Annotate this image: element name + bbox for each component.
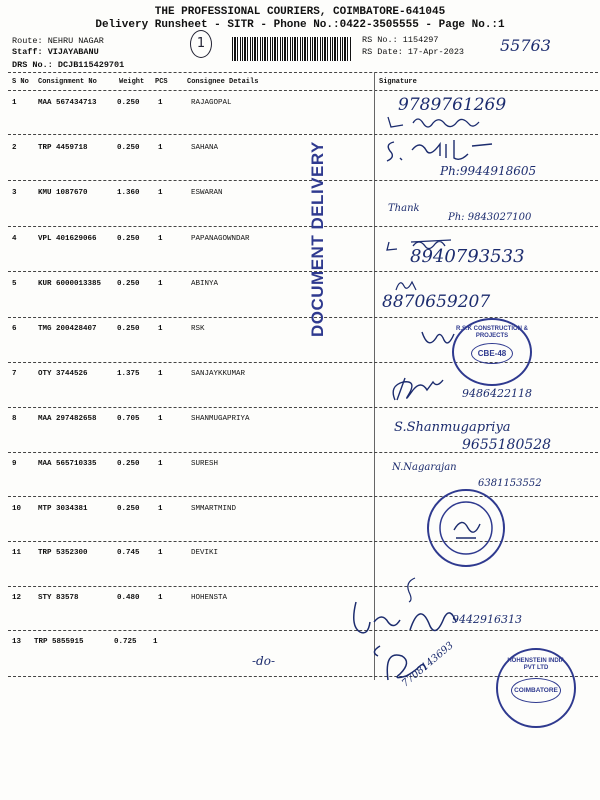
row-sno: 9 (12, 460, 17, 468)
row-weight: 0.250 (117, 505, 140, 513)
row-consignee: SAHANA (191, 144, 219, 152)
row-pcs: 1 (158, 189, 163, 197)
row-weight: 0.250 (117, 325, 140, 333)
col-signature: Signature (379, 78, 417, 86)
row-divider (8, 407, 598, 408)
handwritten-name: N.Nagarajan (392, 462, 457, 473)
row-consignee: ESWARAN (191, 189, 223, 197)
row-weight: 0.250 (117, 99, 140, 107)
row-weight: 0.250 (117, 144, 140, 152)
handwritten-phone: 9486422118 (462, 387, 532, 400)
row-consignment: STY 83578 (38, 594, 79, 602)
signature-scribble (382, 136, 512, 166)
row-sno: 12 (12, 594, 22, 602)
row-consignee: DEVIKI (191, 549, 219, 557)
handwritten-phone: 8870659207 (382, 292, 491, 312)
barcode (232, 37, 352, 61)
row-sno: 4 (12, 235, 17, 243)
row-divider (8, 317, 598, 318)
row-consignee: SHANMUGAPRIYA (191, 415, 250, 423)
col-consignment: Consignment No (38, 78, 97, 86)
handwritten-phone: 9442916313 (452, 613, 522, 626)
row-sno: 3 (12, 189, 17, 197)
row-weight: 1.360 (117, 189, 140, 197)
row-sno: 1 (12, 99, 17, 107)
row-pcs: 1 (158, 280, 163, 288)
stamp-ring-text: R.S.K CONSTRUCTION & PROJECTS (456, 326, 528, 339)
table-top-border (8, 72, 598, 73)
hohenstein-stamp (496, 648, 576, 728)
handwritten-phone: Ph: 9843027100 (448, 212, 532, 223)
header-bottom-border (8, 90, 598, 91)
drs-number: DRS No.: DCJB115429701 (12, 60, 125, 70)
signature-scribble (383, 113, 513, 133)
row-consignee: HOHENSTA (191, 594, 228, 602)
row-pcs: 1 (153, 638, 158, 646)
row-weight: 0.705 (117, 415, 140, 423)
row-weight: 0.250 (117, 460, 140, 468)
handwritten-number: 55763 (500, 36, 551, 55)
row-consignee: SURESH (191, 460, 219, 468)
row-divider (8, 496, 598, 497)
document-delivery-stamp: DOCUMENT DELIVERY (308, 141, 327, 337)
row-sno: 8 (12, 415, 17, 423)
round-seal-stamp (424, 486, 508, 570)
row-weight: 0.250 (117, 280, 140, 288)
row-consignment: MTP 3034381 (38, 505, 88, 513)
row-consignment: OTY 3744526 (38, 370, 88, 378)
row-pcs: 1 (158, 594, 163, 602)
col-pcs: PCS (155, 78, 168, 86)
stamp-center-text: COIMBATORE (511, 678, 561, 703)
row-consignment: VPL 401629066 (38, 235, 97, 243)
row-divider (8, 271, 598, 272)
staff-label: Staff: VIJAYABANU (12, 47, 99, 57)
row-weight: 0.480 (117, 594, 140, 602)
col-weight: Weight (119, 78, 145, 86)
row-pcs: 1 (158, 505, 163, 513)
row-consignment: TMG 200428407 (38, 325, 97, 333)
row-sno: 2 (12, 144, 17, 152)
stamp-center-text: CBE-48 (471, 343, 513, 364)
row-weight: 0.250 (117, 235, 140, 243)
row-divider (8, 630, 598, 631)
handwritten-name: S.Shanmugapriya (394, 420, 511, 435)
handwritten-note: Thank (388, 203, 420, 214)
signature-scribble (385, 374, 465, 404)
row-weight: 0.745 (117, 549, 140, 557)
handwritten-phone: 8940793533 (410, 246, 525, 267)
construction-company-stamp (452, 318, 532, 386)
row-consignment: TRP 4459718 (38, 144, 88, 152)
signature-column-divider (374, 72, 375, 680)
circled-number: 1 (190, 30, 212, 58)
handwritten-phone: 9789761269 (398, 95, 507, 115)
route-label: Route: NEHRU NAGAR (12, 36, 104, 46)
row-consignment: MAA 565710335 (38, 460, 97, 468)
row-sno: 7 (12, 370, 17, 378)
row-sno: 6 (12, 325, 17, 333)
row-consignee: RAJAGOPAL (191, 99, 232, 107)
row-pcs: 1 (158, 99, 163, 107)
col-sno: S No (12, 78, 29, 86)
handwritten-phone: Ph:9944918605 (440, 164, 537, 178)
row-sno: 5 (12, 280, 17, 288)
row-consignment: KUR 6000013385 (38, 280, 102, 288)
row-pcs: 1 (158, 415, 163, 423)
row-pcs: 1 (158, 144, 163, 152)
col-consignee: Consignee Details (187, 78, 259, 86)
row-consignment: MAA 297482658 (38, 415, 97, 423)
rs-date: RS Date: 17-Apr-2023 (362, 47, 465, 57)
row-consignee: PAPANAGOWNDAR (191, 235, 250, 243)
row-sno: 10 (12, 505, 22, 513)
row-sno: 11 (12, 549, 22, 557)
row-consignee: ABINYA (191, 280, 219, 288)
row-consignment: TRP 5352300 (38, 549, 88, 557)
row-divider (8, 586, 598, 587)
handwritten-phone: 6381153552 (478, 478, 542, 489)
row-consignment: MAA 567434713 (38, 99, 97, 107)
row-divider (8, 180, 598, 181)
stamp-ring-text: HOHENSTEIN INDIA PVT LTD (507, 658, 565, 671)
row-weight: 0.725 (114, 638, 137, 646)
row-pcs: 1 (158, 235, 163, 243)
row-consignee: SANJAYKKUMAR (191, 370, 246, 378)
row-pcs: 1 (158, 325, 163, 333)
row-consignment: KMU 1087670 (38, 189, 88, 197)
row-pcs: 1 (158, 549, 163, 557)
row-divider (8, 134, 598, 135)
row-consignee: SMMARTMIND (191, 505, 237, 513)
row-pcs: 1 (158, 370, 163, 378)
handwritten-phone: 7708143693 (400, 640, 456, 690)
row-divider (8, 541, 598, 542)
row-pcs: 1 (158, 460, 163, 468)
runsheet-title: Delivery Runsheet - SITR - Phone No.:0422-3505555 - Page No.:1 (95, 19, 505, 31)
row-consignment: TRP 5855915 (34, 638, 84, 646)
row-weight: 1.375 (117, 370, 140, 378)
rs-number: RS No.: 1154297 (362, 35, 439, 45)
row-divider (8, 226, 598, 227)
row-consignee: RSK (191, 325, 205, 333)
row-sno: 13 (12, 638, 22, 646)
handwritten-phone: 9655180528 (462, 437, 552, 453)
handwritten-ditto: -do- (252, 654, 276, 668)
company-title: THE PROFESSIONAL COURIERS, COIMBATORE-641045 (154, 6, 446, 18)
